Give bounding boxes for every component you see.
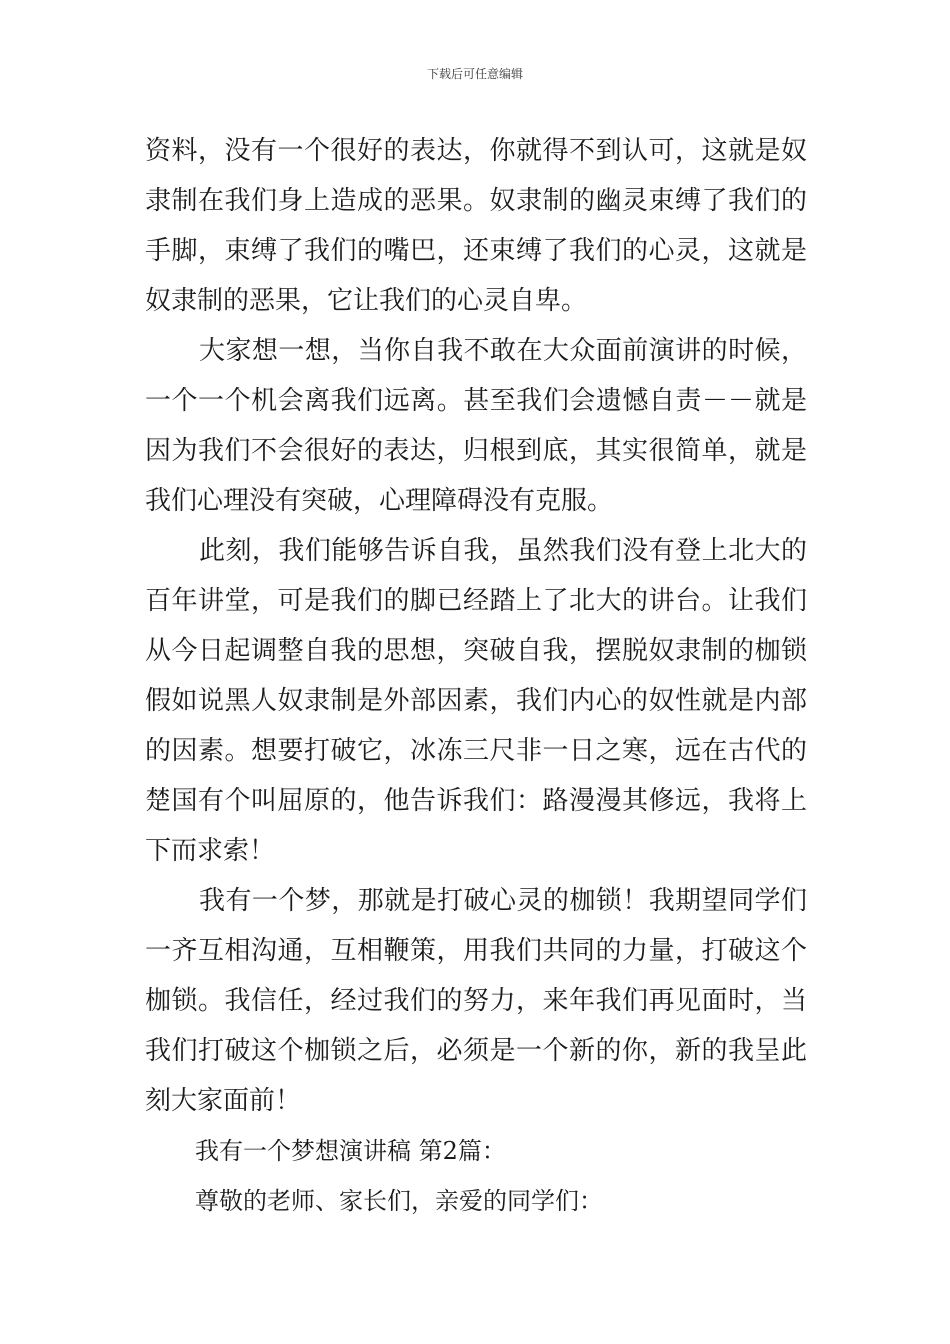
paragraph-4 (145, 876, 807, 1126)
paragraph-1 (145, 126, 807, 326)
text-line: 从今日起调整自我的思想，突破自我，摆脱奴隶制的枷锁 (145, 636, 807, 666)
document-body (145, 126, 807, 1226)
section-title: 我有一个梦想演讲稿 第2篇： (195, 1137, 506, 1165)
page-header-note: 下载后可任意编辑 (426, 67, 523, 81)
text-line: 一齐互相沟通，互相鞭策，用我们共同的力量，打破这个 (145, 936, 807, 966)
text-line: 我们心理没有突破，心理障碍没有克服。 (145, 486, 614, 516)
text-line: 因为我们不会很好的表达，归根到底，其实很简单，就是 (145, 436, 807, 466)
salutation: 尊敬的老师、家长们，亲爱的同学们： (195, 1187, 603, 1215)
text-line: 楚国有个叫屈原的，他告诉我们：路漫漫其修远，我将上 (145, 786, 807, 816)
text-line: 百年讲堂，可是我们的脚已经踏上了北大的讲台。让我们 (145, 586, 807, 616)
text-line: 手脚，束缚了我们的嘴巴，还束缚了我们的心灵，这就是 (145, 236, 807, 266)
text-line: 下而求索！ (145, 836, 276, 866)
text-line: 奴隶制的恶果，它让我们的心灵自卑。 (145, 286, 588, 316)
text-line: 的因素。想要打破它，冰冻三尺非一日之寒，远在古代的 (145, 736, 807, 766)
paragraph-3 (145, 526, 807, 876)
text-line: 资料，没有一个很好的表达，你就得不到认可，这就是奴 (145, 136, 807, 166)
text-line: 我们打破这个枷锁之后，必须是一个新的你，新的我呈此 (145, 1036, 807, 1066)
text-line: 枷锁。我信任，经过我们的努力，来年我们再见面时，当 (145, 986, 807, 1016)
text-line: 此刻，我们能够告诉自我，虽然我们没有登上北大的 (199, 536, 807, 566)
text-line: 刻大家面前！ (145, 1086, 302, 1116)
text-line: 假如说黑人奴隶制是外部因素，我们内心的奴性就是内部 (145, 686, 807, 716)
text-line: 隶制在我们身上造成的恶果。奴隶制的幽灵束缚了我们的 (145, 186, 807, 216)
text-line: 大家想一想，当你自我不敢在大众面前演讲的时候， (199, 336, 807, 366)
paragraph-2 (145, 326, 807, 526)
text-line: 一个一个机会离我们远离。甚至我们会遗憾自责－－就是 (145, 386, 807, 416)
text-line: 我有一个梦，那就是打破心灵的枷锁！我期望同学们 (199, 886, 807, 916)
